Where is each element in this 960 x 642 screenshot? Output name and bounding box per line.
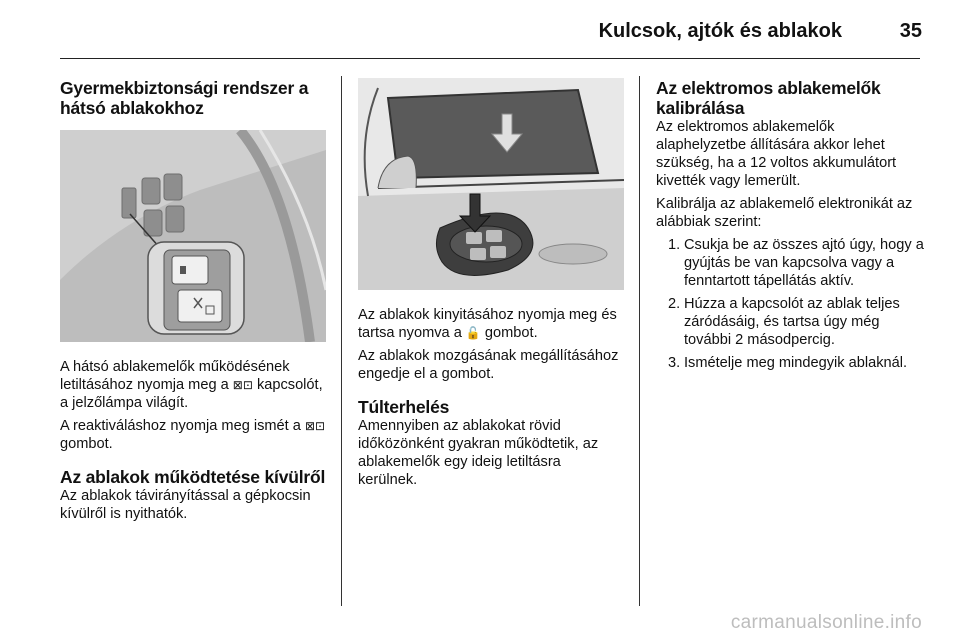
figure-door-switch-panel xyxy=(60,130,326,342)
section-heading-external-operation: Az ablakok működtetése kívülről xyxy=(60,467,326,487)
child-lock-icon: ⊠⊡ xyxy=(304,419,326,433)
remote-key-illustration xyxy=(358,78,624,290)
watermark: carmanualsonline.info xyxy=(730,612,922,633)
column-left xyxy=(60,78,326,528)
child-lock-icon: ⊠⊡ xyxy=(232,378,253,392)
paragraph-stop-windows: Az ablakok mozgásának megállításához engedje el a gombot. xyxy=(358,348,619,382)
door-switch-illustration xyxy=(60,130,326,342)
section-heading-calibration: Az elektromos ablakemelők kalibrálása xyxy=(656,78,881,118)
paragraph-reactivate: A reaktiváláshoz nyomja meg ismét a ⊠⊡ gombot. xyxy=(60,418,326,452)
figure-remote-key xyxy=(358,78,624,290)
paragraph-overload: Amennyiben az ablakokat rövid időközönként gyakran működtetik, az ablakemelők egy ideig letiltásra kerülnek. xyxy=(358,418,599,488)
list-item: 1. Csukja be az összes ajtó úgy, hogy a gyújtás be van kapcsolva vagy a fenntartott tápellátás aktív. xyxy=(668,237,924,289)
column-divider xyxy=(341,76,342,606)
list-item: 2. Húzza a kapcsolót az ablak teljes záródásáig, és tartsa úgy még további 2 másodpercig. xyxy=(668,296,900,348)
section-heading-child-lock: Gyermekbiztonsági rendszer a hátsó ablakokhoz xyxy=(60,78,309,118)
paragraph-remote-open: Az ablakok távirányítással a gépkocsin kívülről is nyithatók. xyxy=(60,488,311,522)
header-rule xyxy=(60,58,920,59)
column-right xyxy=(656,78,926,377)
unlock-icon: 🔓 xyxy=(465,326,481,340)
paragraph-disable-rear-windows: A hátsó ablakemelők működésének letiltásához nyomja meg a ⊠⊡ kapcsolót, a jelzőlámpa világít. xyxy=(60,359,323,411)
calibration-steps xyxy=(656,236,926,372)
list-item: 3. Ismételje meg mindegyik ablaknál. xyxy=(668,355,908,371)
section-heading-overload: Túlterhelés xyxy=(358,397,450,417)
column-middle xyxy=(358,78,624,494)
paragraph-open-windows: Az ablakok kinyitásához nyomja meg és tartsa nyomva a 🔓 gombot. xyxy=(358,307,617,341)
paragraph-calibration-reason: Az elektromos ablakemelők alaphelyzetbe állítására akkor lehet szükség, ha a 12 voltos akkumulátort kivették vagy lemerült. xyxy=(656,119,897,189)
column-divider xyxy=(639,76,640,606)
page-number: 35 xyxy=(899,20,922,42)
header-title: Kulcsok, ajtók és ablakok xyxy=(598,20,842,42)
paragraph-calibration-intro: Kalibrálja az ablakemelő elektronikát az alábbiak szerint: xyxy=(656,196,913,230)
